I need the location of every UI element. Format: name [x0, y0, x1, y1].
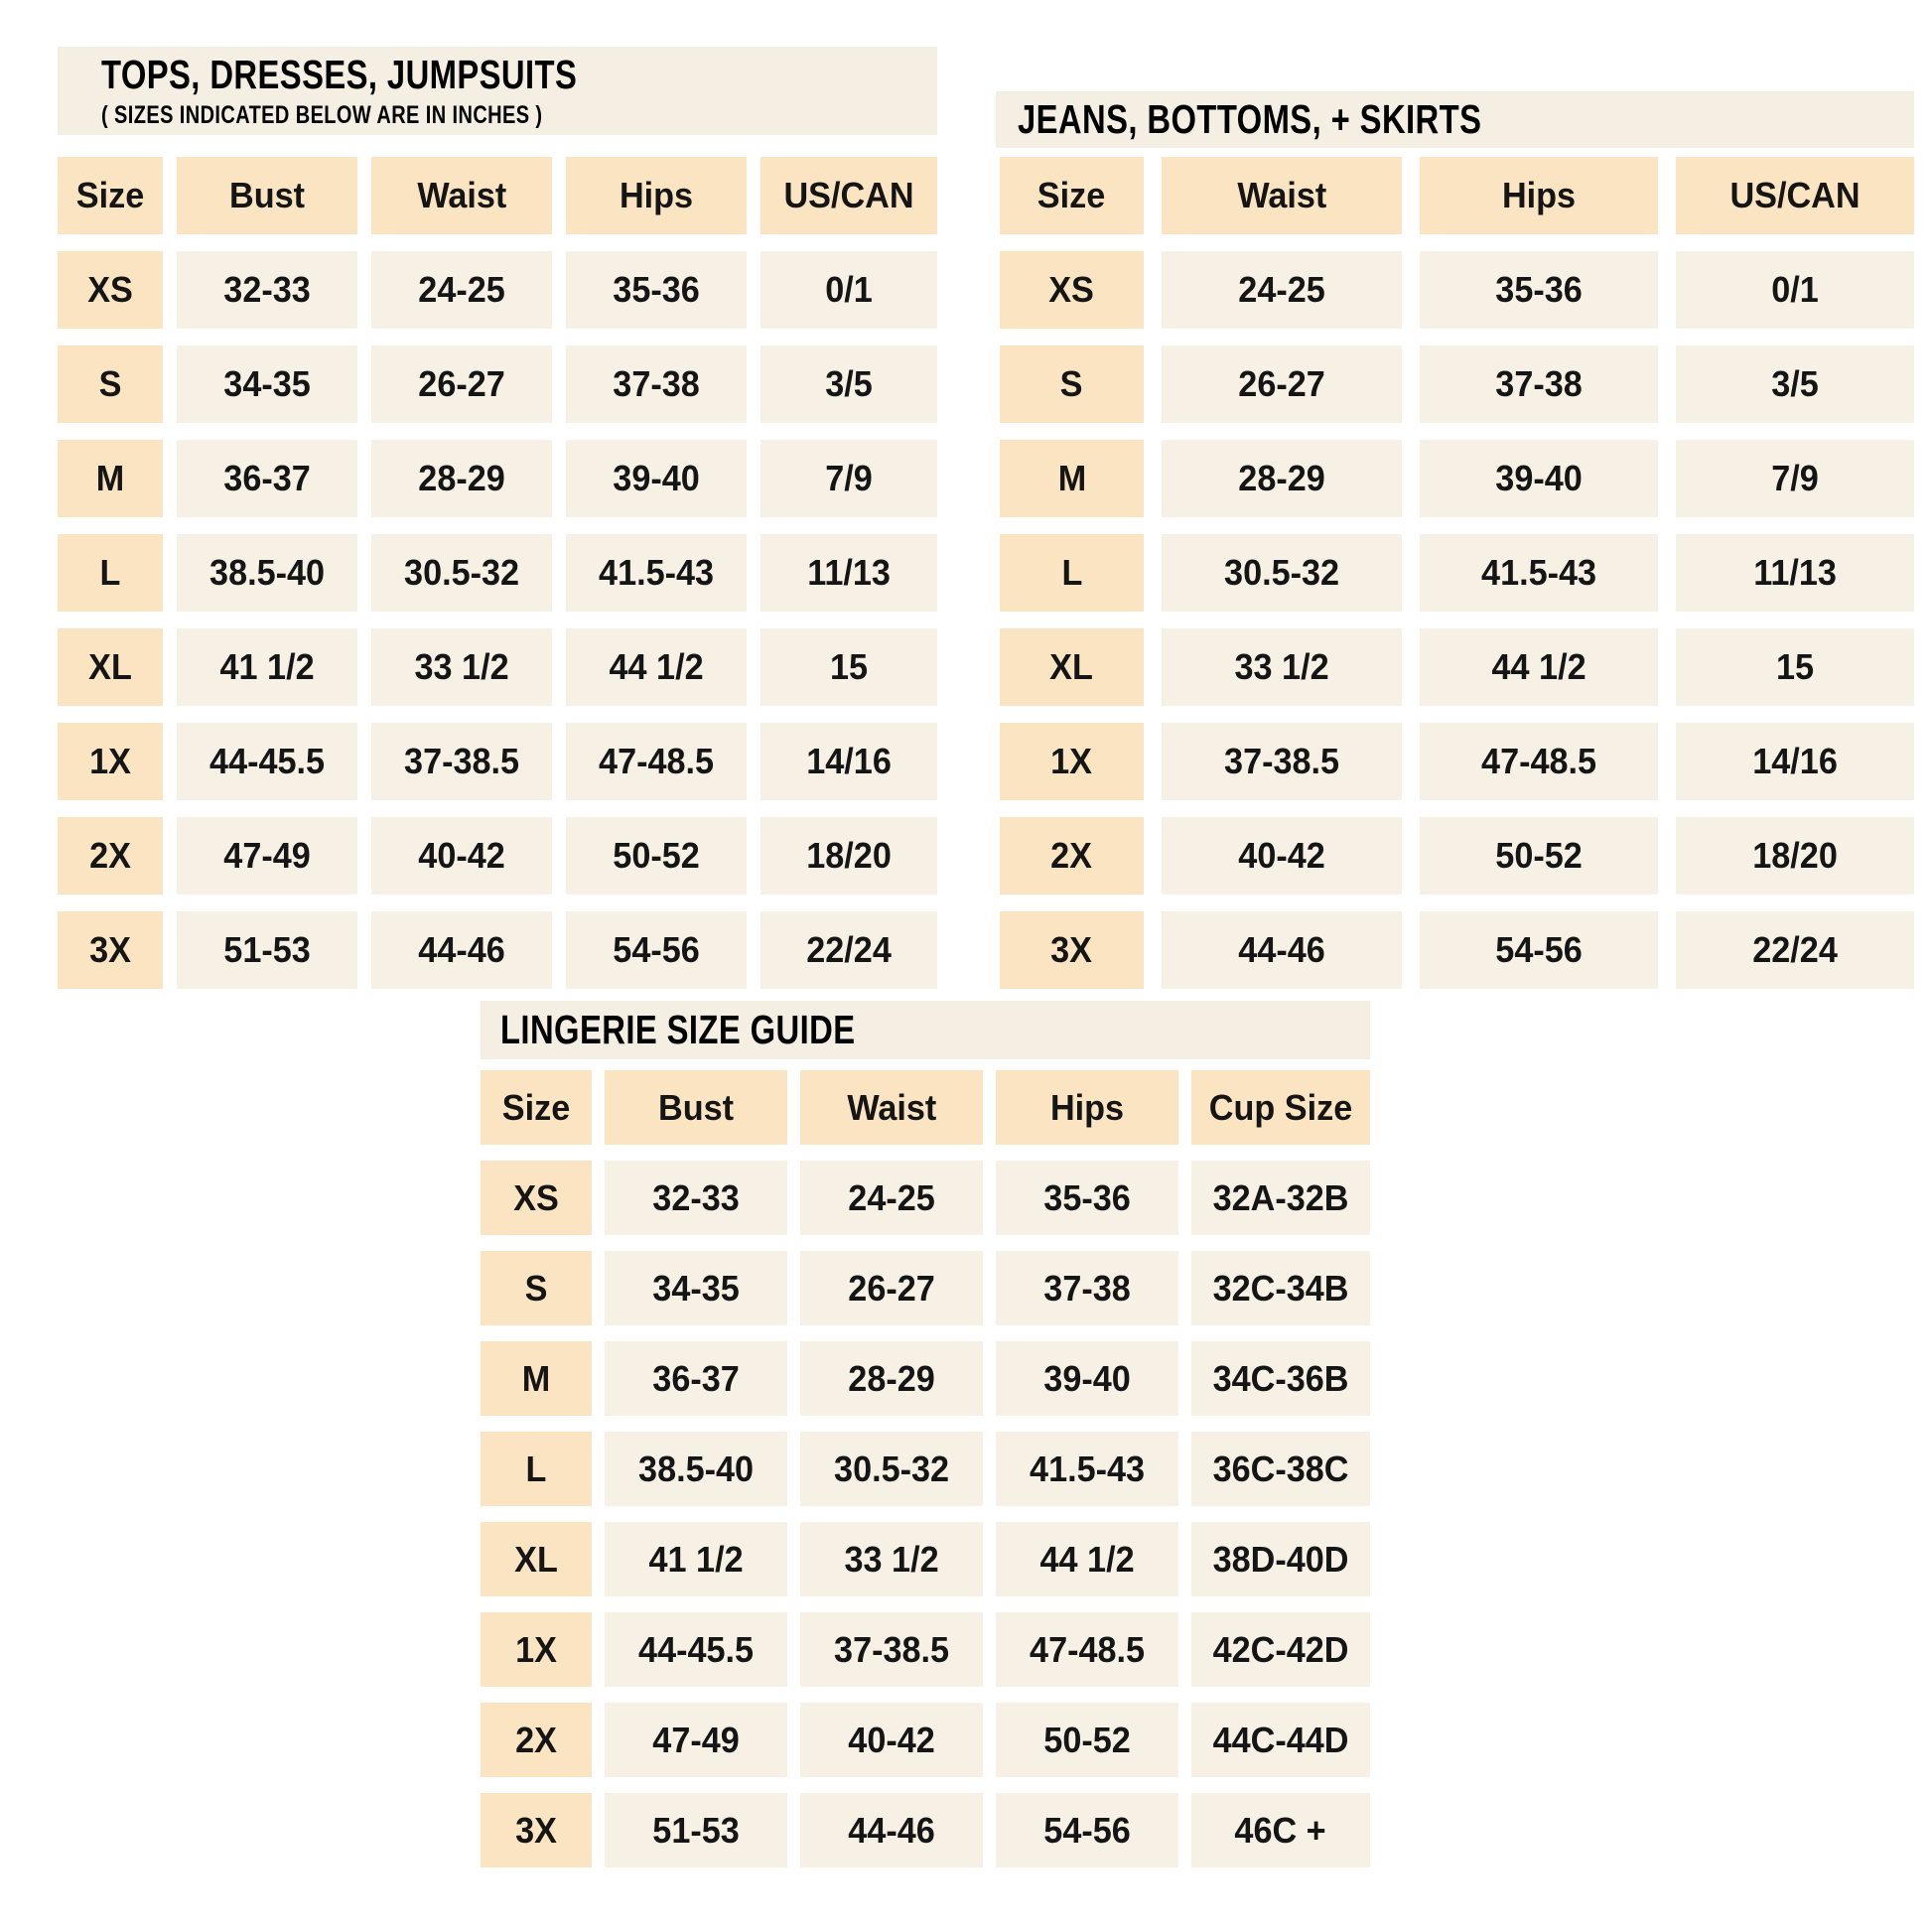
lingerie-size-table — [481, 1070, 1370, 1867]
value-cell — [566, 911, 747, 989]
cell-text: S — [1060, 363, 1083, 404]
cell-text: 14/16 — [1752, 741, 1838, 781]
cell-text: 39-40 — [1043, 1357, 1131, 1399]
cell-text: 0/1 — [825, 269, 873, 310]
value-cell — [800, 1432, 983, 1506]
value-cell — [800, 1341, 983, 1416]
cell-text: 46C + — [1234, 1809, 1327, 1851]
cell-text: 36C-38C — [1212, 1448, 1349, 1489]
cell-text: 40-42 — [848, 1719, 935, 1760]
value-cell — [1191, 1703, 1370, 1777]
row-label-m — [481, 1341, 592, 1416]
cell-text: 35-36 — [1495, 269, 1583, 310]
value-cell — [177, 817, 357, 895]
cell-text: 33 1/2 — [844, 1538, 939, 1580]
value-cell — [1676, 723, 1914, 800]
value-cell — [1676, 251, 1914, 329]
value-cell — [800, 1703, 983, 1777]
row-label-xs — [481, 1161, 592, 1235]
cell-text: 38.5-40 — [208, 552, 325, 593]
cell-text: 3/5 — [1771, 363, 1819, 404]
row-label-l — [1000, 534, 1144, 612]
column-header-waist — [800, 1070, 983, 1145]
tops-size-table — [58, 157, 937, 989]
cell-text: 50-52 — [1043, 1719, 1131, 1760]
cell-text: 37-38 — [613, 363, 700, 404]
cell-text: XS — [513, 1176, 559, 1218]
cell-text: 1X — [89, 741, 131, 781]
cell-text: 2X — [515, 1719, 557, 1760]
cell-text: 40-42 — [1238, 835, 1325, 876]
lingerie-title — [500, 1006, 1370, 1054]
row-label-1x — [1000, 723, 1144, 800]
cell-text: Size — [75, 175, 145, 215]
cell-text: 39-40 — [1495, 458, 1583, 498]
row-label-m — [1000, 440, 1144, 517]
value-cell — [1191, 1251, 1370, 1325]
row-label-xl — [481, 1522, 592, 1596]
column-header-hips — [1420, 157, 1658, 234]
cell-text: 22/24 — [1752, 929, 1838, 970]
value-cell — [605, 1341, 787, 1416]
value-cell — [760, 911, 937, 989]
value-cell — [371, 345, 552, 423]
cell-text: 32C-34B — [1212, 1267, 1349, 1309]
tops-subtitle-text: ( SIZES INDICATED BELOW ARE IN INCHES ) — [101, 100, 543, 129]
cell-text: Hips — [1049, 1086, 1125, 1128]
cell-text: 44-46 — [418, 929, 505, 970]
cell-text: Bust — [658, 1086, 734, 1128]
value-cell — [605, 1161, 787, 1235]
cell-text: 30.5-32 — [403, 552, 519, 593]
cell-text: 47-48.5 — [1480, 741, 1596, 781]
value-cell — [177, 251, 357, 329]
value-cell — [566, 534, 747, 612]
value-cell — [800, 1522, 983, 1596]
cell-text: 24-25 — [1238, 269, 1325, 310]
cell-text: 0/1 — [1771, 269, 1819, 310]
cell-text: 26-27 — [1238, 363, 1325, 404]
cell-text: US/CAN — [1729, 175, 1861, 215]
value-cell — [1191, 1432, 1370, 1506]
cell-text: 51-53 — [652, 1809, 740, 1851]
row-label-s — [481, 1251, 592, 1325]
value-cell — [996, 1251, 1178, 1325]
cell-text: 44 1/2 — [1039, 1538, 1135, 1580]
cell-text: 47-48.5 — [598, 741, 714, 781]
cell-text: 38.5-40 — [637, 1448, 754, 1489]
value-cell — [1420, 817, 1658, 895]
column-header-hips — [996, 1070, 1178, 1145]
value-cell — [800, 1251, 983, 1325]
cell-text: M — [1057, 458, 1086, 498]
cell-text: Size — [501, 1086, 571, 1128]
cell-text: XS — [1048, 269, 1095, 310]
value-cell — [177, 440, 357, 517]
cell-text: 30.5-32 — [1223, 552, 1339, 593]
cell-text: M — [521, 1357, 551, 1399]
jeans-title-text: JEANS, BOTTOMS, + SKIRTS — [1018, 95, 1482, 142]
cell-text: 44-45.5 — [637, 1628, 754, 1670]
value-cell — [566, 345, 747, 423]
tops-title — [101, 51, 937, 99]
value-cell — [177, 911, 357, 989]
row-label-xl — [1000, 628, 1144, 706]
cell-text: 32-33 — [652, 1176, 740, 1218]
cell-text: Cup Size — [1208, 1086, 1353, 1128]
cell-text: 44 1/2 — [1491, 646, 1587, 687]
value-cell — [800, 1793, 983, 1867]
cell-text: Size — [1037, 175, 1106, 215]
row-label-m — [58, 440, 163, 517]
column-header-us-can — [760, 157, 937, 234]
cell-text: 1X — [1050, 741, 1093, 781]
cell-text: 34C-36B — [1212, 1357, 1349, 1399]
jeans-size-table — [1000, 157, 1914, 989]
cell-text: S — [98, 363, 122, 404]
row-label-1x — [58, 723, 163, 800]
cell-text: 11/13 — [1753, 552, 1837, 593]
row-label-1x — [481, 1612, 592, 1687]
value-cell — [605, 1251, 787, 1325]
cell-text: 47-49 — [223, 835, 311, 876]
cell-text: 24-25 — [848, 1176, 935, 1218]
cell-text: L — [525, 1448, 547, 1489]
column-header-hips — [566, 157, 747, 234]
value-cell — [760, 723, 937, 800]
cell-text: 37-38 — [1495, 363, 1583, 404]
value-cell — [1420, 251, 1658, 329]
value-cell — [177, 723, 357, 800]
cell-text: 41.5-43 — [1029, 1448, 1145, 1489]
cell-text: XL — [88, 646, 132, 687]
value-cell — [1676, 440, 1914, 517]
value-cell — [605, 1703, 787, 1777]
cell-text: 28-29 — [848, 1357, 935, 1399]
tops-title-block — [58, 47, 937, 135]
value-cell — [371, 628, 552, 706]
column-header-cup-size — [1191, 1070, 1370, 1145]
value-cell — [566, 817, 747, 895]
cell-text: 3X — [89, 929, 131, 970]
cell-text: 44-45.5 — [208, 741, 325, 781]
value-cell — [1162, 440, 1402, 517]
value-cell — [760, 345, 937, 423]
cell-text: 34-35 — [652, 1267, 740, 1309]
cell-text: 36-37 — [652, 1357, 740, 1399]
column-header-waist — [371, 157, 552, 234]
cell-text: M — [95, 458, 125, 498]
cell-text: 18/20 — [806, 835, 892, 876]
value-cell — [1676, 628, 1914, 706]
tops-title-text: TOPS, DRESSES, JUMPSUITS — [101, 51, 578, 97]
value-cell — [566, 251, 747, 329]
cell-text: 40-42 — [418, 835, 505, 876]
cell-text: 54-56 — [1495, 929, 1583, 970]
cell-text: 44-46 — [1238, 929, 1325, 970]
value-cell — [1191, 1612, 1370, 1687]
cell-text: 37-38.5 — [403, 741, 519, 781]
cell-text: Hips — [619, 175, 694, 215]
cell-text: 34-35 — [223, 363, 311, 404]
value-cell — [177, 345, 357, 423]
value-cell — [996, 1341, 1178, 1416]
row-label-3x — [1000, 911, 1144, 989]
cell-text: XL — [514, 1538, 558, 1580]
value-cell — [760, 628, 937, 706]
cell-text: 32-33 — [223, 269, 311, 310]
row-label-3x — [58, 911, 163, 989]
value-cell — [1191, 1341, 1370, 1416]
column-header-bust — [605, 1070, 787, 1145]
cell-text: 11/13 — [807, 552, 891, 593]
value-cell — [996, 1793, 1178, 1867]
value-cell — [566, 723, 747, 800]
cell-text: 26-27 — [848, 1267, 935, 1309]
value-cell — [800, 1612, 983, 1687]
cell-text: 37-38.5 — [1223, 741, 1339, 781]
value-cell — [996, 1432, 1178, 1506]
column-header-waist — [1162, 157, 1402, 234]
cell-text: 39-40 — [613, 458, 700, 498]
cell-text: 35-36 — [613, 269, 700, 310]
cell-text: 14/16 — [806, 741, 892, 781]
value-cell — [371, 817, 552, 895]
row-label-xs — [1000, 251, 1144, 329]
cell-text: Bust — [229, 175, 305, 215]
value-cell — [177, 534, 357, 612]
row-label-l — [481, 1432, 592, 1506]
value-cell — [760, 534, 937, 612]
value-cell — [760, 440, 937, 517]
cell-text: 50-52 — [1495, 835, 1583, 876]
value-cell — [1420, 345, 1658, 423]
column-header-bust — [177, 157, 357, 234]
value-cell — [1162, 817, 1402, 895]
cell-text: 44 1/2 — [609, 646, 704, 687]
cell-text: 37-38 — [1043, 1267, 1131, 1309]
value-cell — [371, 251, 552, 329]
value-cell — [760, 251, 937, 329]
value-cell — [1162, 251, 1402, 329]
cell-text: 3X — [515, 1809, 557, 1851]
value-cell — [1676, 345, 1914, 423]
jeans-title-block — [996, 91, 1914, 148]
cell-text: XL — [1049, 646, 1094, 687]
value-cell — [1162, 723, 1402, 800]
value-cell — [1191, 1161, 1370, 1235]
cell-text: 30.5-32 — [833, 1448, 949, 1489]
cell-text: 41 1/2 — [219, 646, 315, 687]
value-cell — [605, 1432, 787, 1506]
cell-text: 54-56 — [1043, 1809, 1131, 1851]
lingerie-title-block — [481, 1001, 1370, 1059]
value-cell — [760, 817, 937, 895]
value-cell — [371, 440, 552, 517]
cell-text: 41.5-43 — [1480, 552, 1596, 593]
value-cell — [996, 1161, 1178, 1235]
cell-text: 50-52 — [613, 835, 700, 876]
cell-text: 15 — [1775, 646, 1815, 687]
value-cell — [1676, 817, 1914, 895]
cell-text: 36-37 — [223, 458, 311, 498]
value-cell — [605, 1793, 787, 1867]
cell-text: 47-49 — [652, 1719, 740, 1760]
lingerie-title-text: LINGERIE SIZE GUIDE — [500, 1006, 856, 1052]
cell-text: 18/20 — [1752, 835, 1838, 876]
value-cell — [371, 911, 552, 989]
value-cell — [1162, 534, 1402, 612]
value-cell — [1191, 1793, 1370, 1867]
row-label-xs — [58, 251, 163, 329]
cell-text: Waist — [417, 175, 506, 215]
cell-text: S — [524, 1267, 548, 1309]
cell-text: 41.5-43 — [598, 552, 714, 593]
cell-text: Waist — [847, 1086, 936, 1128]
cell-text: 24-25 — [418, 269, 505, 310]
value-cell — [996, 1522, 1178, 1596]
row-label-2x — [481, 1703, 592, 1777]
row-label-2x — [58, 817, 163, 895]
row-label-2x — [1000, 817, 1144, 895]
cell-text: 54-56 — [613, 929, 700, 970]
cell-text: 44-46 — [848, 1809, 935, 1851]
value-cell — [566, 440, 747, 517]
cell-text: 44C-44D — [1212, 1719, 1349, 1760]
value-cell — [1191, 1522, 1370, 1596]
value-cell — [996, 1703, 1178, 1777]
value-cell — [1420, 911, 1658, 989]
cell-text: 37-38.5 — [833, 1628, 949, 1670]
cell-text: 28-29 — [1238, 458, 1325, 498]
cell-text: 42C-42D — [1212, 1628, 1349, 1670]
column-header-size — [1000, 157, 1144, 234]
value-cell — [605, 1522, 787, 1596]
column-header-size — [58, 157, 163, 234]
column-header-us-can — [1676, 157, 1914, 234]
cell-text: Waist — [1237, 175, 1326, 215]
cell-text: XS — [87, 269, 133, 310]
jeans-title — [1018, 95, 1914, 144]
value-cell — [996, 1612, 1178, 1687]
cell-text: 51-53 — [223, 929, 311, 970]
cell-text: US/CAN — [783, 175, 914, 215]
value-cell — [1420, 628, 1658, 706]
cell-text: 2X — [89, 835, 131, 876]
cell-text: 2X — [1050, 835, 1093, 876]
cell-text: 41 1/2 — [648, 1538, 744, 1580]
cell-text: 38D-40D — [1212, 1538, 1349, 1580]
value-cell — [1162, 911, 1402, 989]
value-cell — [371, 723, 552, 800]
value-cell — [1676, 534, 1914, 612]
cell-text: 7/9 — [1771, 458, 1819, 498]
cell-text: 33 1/2 — [1234, 646, 1329, 687]
value-cell — [1162, 345, 1402, 423]
value-cell — [566, 628, 747, 706]
value-cell — [1162, 628, 1402, 706]
row-label-xl — [58, 628, 163, 706]
cell-text: Hips — [1501, 175, 1577, 215]
cell-text: 1X — [515, 1628, 557, 1670]
value-cell — [1420, 440, 1658, 517]
cell-text: 3/5 — [825, 363, 873, 404]
value-cell — [177, 628, 357, 706]
cell-text: 15 — [829, 646, 869, 687]
cell-text: L — [1061, 552, 1082, 593]
column-header-size — [481, 1070, 592, 1145]
value-cell — [800, 1161, 983, 1235]
row-label-s — [1000, 345, 1144, 423]
value-cell — [605, 1612, 787, 1687]
row-label-s — [58, 345, 163, 423]
cell-text: 22/24 — [806, 929, 892, 970]
value-cell — [371, 534, 552, 612]
cell-text: 3X — [1050, 929, 1093, 970]
cell-text: L — [99, 552, 121, 593]
row-label-l — [58, 534, 163, 612]
value-cell — [1420, 534, 1658, 612]
cell-text: 26-27 — [418, 363, 505, 404]
value-cell — [1676, 911, 1914, 989]
value-cell — [1420, 723, 1658, 800]
cell-text: 47-48.5 — [1029, 1628, 1145, 1670]
cell-text: 35-36 — [1043, 1176, 1131, 1218]
cell-text: 33 1/2 — [414, 646, 509, 687]
cell-text: 28-29 — [418, 458, 505, 498]
cell-text: 7/9 — [825, 458, 873, 498]
cell-text: 32A-32B — [1212, 1176, 1349, 1218]
tops-subtitle — [101, 99, 937, 132]
row-label-3x — [481, 1793, 592, 1867]
